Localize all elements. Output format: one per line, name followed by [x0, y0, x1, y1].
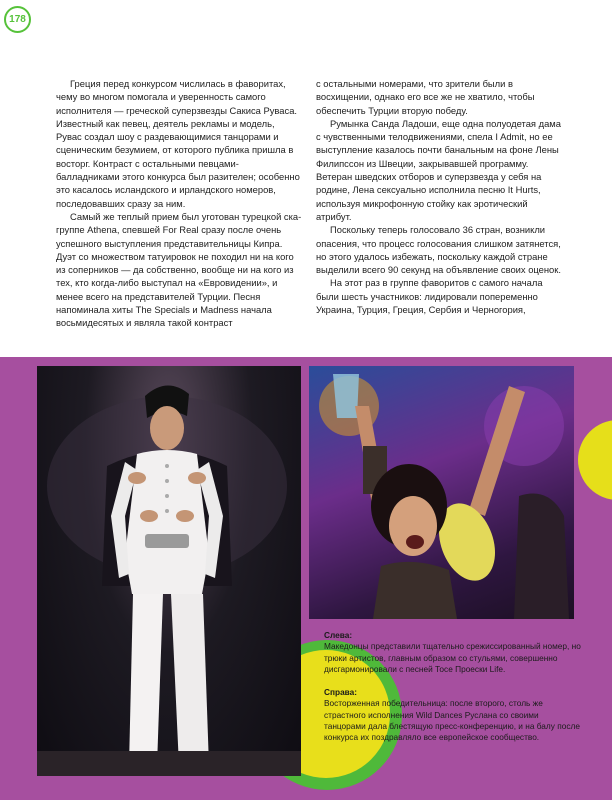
photo-macedonia-performer: [37, 366, 301, 776]
caption-right-text: Восторженная победительница: после второго, столь же страстного исполнения Wild Dances Руслана со своими танцорами дала блестящую пресс-конференцию, и на балу после конкурса их поздравляло все европейское сообщество.: [324, 698, 580, 743]
performer-illustration: [37, 366, 301, 776]
paragraph: Греция перед конкурсом числилась в фаворитах, чему во многом помогала и уверенность самого исполнителя — греческой суперзвезды Сакиса Руваса. Известный как певец, деятель рекламы и модель, Рувас создал шоу с раздевающимися танцорами и сценическим безумием, от которого публика пришла в восторг. Контраст с остальными певцами-балладниками этого конкурса был разителен; особенно это касалось исландского и ирландского номеров, последовавших сразу за ним.: [56, 78, 300, 209]
caption-right: [324, 687, 582, 743]
caption-left-text: Македонцы представили тщательно срежиссированный номер, но трюки артистов, главным образом со стульями, совершенно дисгармонировали с песней Тосе Проески Life.: [324, 641, 581, 674]
paragraph: Румынка Санда Ладоши, еще одна полуодетая дама с чувственными телодвижениями, спела I Admit, но ее выступление казалось почти банальным на фоне Лены Филипссон из Швеции, закрывавшей программу. Ветеран шведских отборов и суперзвезда у себя на родине, Лена сексуально исполнила песню It Hurts, используя микрофонную стойку как эротический атрибут.: [316, 117, 561, 222]
paragraph: Поскольку теперь голосовало 36 стран, возникли опасения, что процесс голосования слишком затянется, но этого удалось избежать, поскольку каждой стране выделили всего 90 секунд на объявление своих оценок.: [316, 224, 561, 276]
paragraph: На этот раз в группе фаворитов с самого начала были шесть участников: лидировали попеременно Украина, Турция, Греция, Сербия и Черногория,: [316, 277, 543, 316]
paragraph: Самый же теплый прием был уготован турецкой ска-группе Athena, спевшей For Real сразу после очень успешного выступления представительницы Кипра. Дуэт со множеством татуировок не походил ни на кого из соперников — да собственно, вообще ни на кого из тех, кто когда-либо выступал на «Евровидении», и менее всего на представителей Турции. Песня напоминала хиты The Specials и Madness начала восьмидесятых и являла такой контраст: [56, 210, 302, 329]
left-text-column: [56, 77, 302, 330]
page-number: 178: [4, 6, 31, 33]
caption-left: [324, 630, 582, 675]
winner-illustration: [309, 366, 574, 619]
photo-ruslana-winner: [309, 366, 574, 619]
paragraph: с остальными номерами, что зрители были в восхищении, однако его все же не хватило, чтобы обеспечить Турции вторую победу.: [316, 78, 535, 116]
caption-left-heading: Слева:: [324, 630, 353, 640]
caption-right-heading: Справа:: [324, 687, 358, 698]
right-text-column: [316, 77, 561, 316]
photo-captions: [324, 630, 582, 756]
